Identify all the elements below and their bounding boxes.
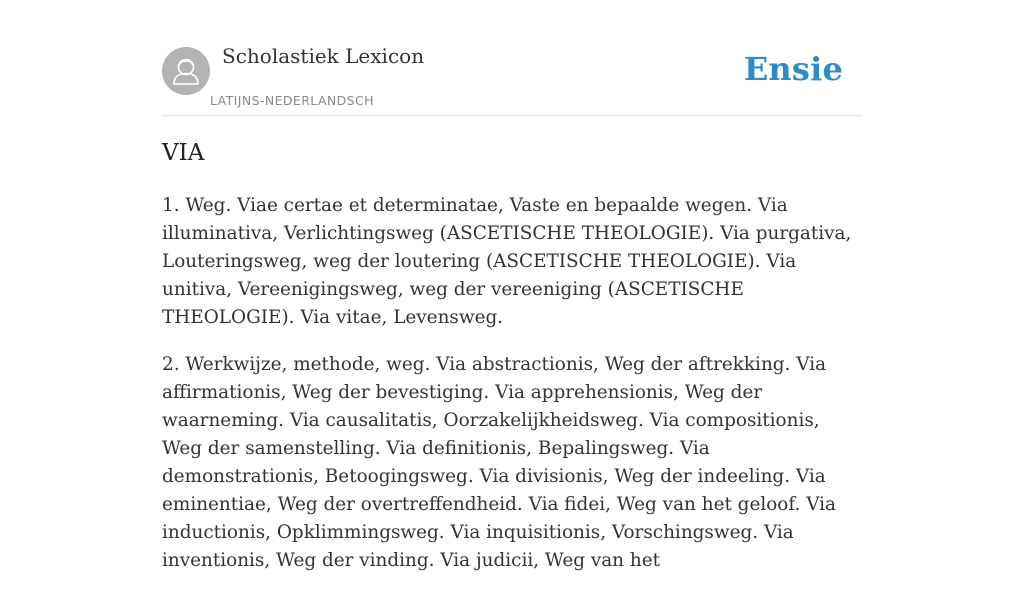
entry-title: VIA <box>162 140 205 166</box>
lexicon-header <box>162 0 862 116</box>
entry-paragraph: 2. Werkwijze, methode, weg. Via abstractionis, Weg der aftrekking. Via affirmationis, Weg der bevestiging. Via apprehensionis, Weg der waarneming. Via causalitatis, Oorzakelijkheidsweg. Via compositionis, Weg der samenstelling. Via definitionis, Bepalingsweg. Via demonstrationis, Betoogingsweg. Via divisionis, Weg der indeeling. Via eminentiae, Weg der overtreffendheid. Via fidei, Weg van het geloof. Via inductionis, Opklimmingsweg. Via inquisitionis, Vorschingsweg. Via inventionis, Weg der vinding. Via judicii, Weg van het <box>162 354 837 571</box>
entry-body <box>162 192 862 594</box>
lexicon-avatar[interactable] <box>162 47 210 95</box>
user-silhouette-icon <box>162 47 210 95</box>
entry-paragraph: 1. Weg. Viae certae et determinatae, Vaste en bepaalde wegen. Via illuminativa, Verlichtingsweg (ASCETISCHE THEOLOGIE). Via purgativa, Louteringsweg, weg der loutering (ASCETISCHE THEOLOGIE). Via unitiva, Vereenigingsweg, weg der vereeniging (ASCETISCHE THEOLOGIE). Via vitae, Levensweg. <box>162 195 852 328</box>
lexicon-title-link[interactable]: Scholastiek Lexicon <box>222 44 425 68</box>
ensie-logo[interactable]: Ensie <box>743 50 843 88</box>
content-container <box>162 0 862 571</box>
lexicon-subtitle: LATIJNS-NEDERLANDSCH <box>210 93 374 108</box>
